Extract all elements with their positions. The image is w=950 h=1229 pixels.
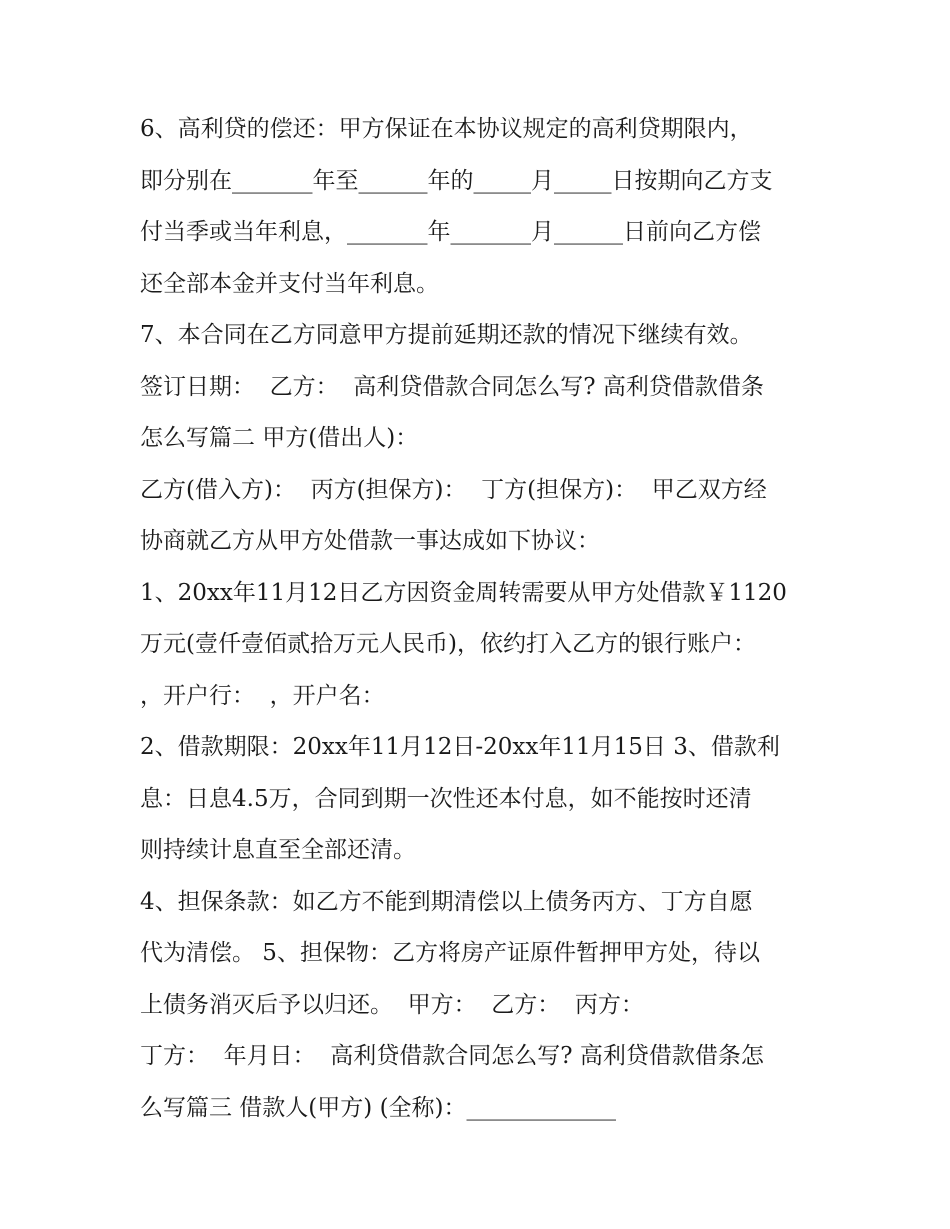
text-line: 则持续计息直至全部还清。 xyxy=(140,837,416,863)
text-line: 4、担保条款：如乙方不能到期清偿以上债务丙方、丁方自愿 xyxy=(140,888,753,915)
text-line: 代为清偿。 5、担保物：乙方将房产证原件暂押甲方处，待以 xyxy=(140,940,760,966)
text-line: 怎么写篇二 甲方(借出人)： xyxy=(140,425,419,451)
text-line: 1、20xx年11月12日乙方因资金周转需要从甲方处借款￥1120 xyxy=(140,579,787,606)
text-line: 协商就乙方从甲方处借款一事达成如下协议： xyxy=(140,528,600,554)
text-line: 还全部本金并支付当年利息。 xyxy=(140,270,439,297)
text-line: 付当季或当年利息，_______年_______月______日前向乙方偿 xyxy=(140,219,761,245)
text-line: 乙方(借入方)： 丙方(担保方)： 丁方(担保方)： 甲乙双方经 xyxy=(140,476,767,503)
document-body xyxy=(140,104,820,1134)
text-line: 7、本合同在乙方同意甲方提前延期还款的情况下继续有效。 xyxy=(140,322,753,348)
text-line: 丁方： 年月日： 高利贷借款合同怎么写? 高利贷借款借条怎 xyxy=(140,1043,764,1069)
text-line: 万元(壹仟壹佰贰拾万元人民币)，依约打入乙方的银行账户： xyxy=(140,631,756,657)
text-line: 即分别在_______年至______年的_____月_____日按期向乙方支 xyxy=(140,167,773,194)
text-line: 签订日期： 乙方： 高利贷借款合同怎么写? 高利贷借款借条 xyxy=(140,373,764,400)
text-line: 2、借款期限：20xx年11月12日-20xx年11月15日 3、借款利 xyxy=(140,734,780,760)
text-line: ，开户行： ，开户名： xyxy=(140,682,385,709)
text-line: 6、高利贷的偿还：甲方保证在本协议规定的高利贷期限内， xyxy=(140,116,753,142)
text-line: 么写篇三 借款人(甲方) (全称)：_____________ xyxy=(140,1094,617,1121)
text-line: 息：日息4.5万，合同到期一次性还本付息，如不能按时还清 xyxy=(140,785,752,812)
text-line: 上债务消灭后予以归还。 甲方： 乙方： 丙方： xyxy=(140,991,644,1018)
